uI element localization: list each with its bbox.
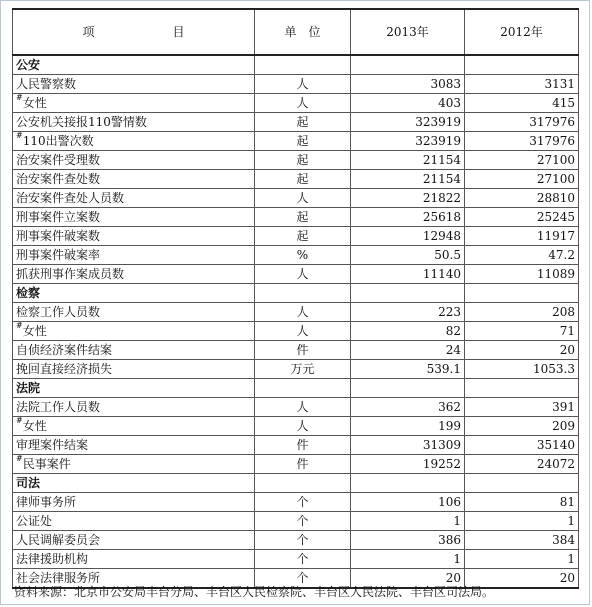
column-header-item-part1: 项 (82, 25, 95, 39)
value-2013-cell: 362 (351, 398, 465, 417)
row-label (13, 132, 255, 151)
unit-cell: 人 (255, 265, 351, 284)
value-2012-cell: 20 (465, 341, 579, 360)
table-row (13, 265, 579, 284)
row-label-text: 公证处 (16, 514, 53, 528)
value-2013-cell: 11140 (351, 265, 465, 284)
row-label (13, 436, 255, 455)
unit-cell: 个 (255, 531, 351, 550)
unit-cell: 件 (255, 341, 351, 360)
value-2012-cell: 1053.3 (465, 360, 579, 379)
table-row (13, 303, 579, 322)
table-row (13, 512, 579, 531)
value-2013-cell: 3083 (351, 75, 465, 94)
section-title: 司法 (13, 474, 255, 493)
row-label (13, 208, 255, 227)
value-2012-cell: 209 (465, 417, 579, 436)
section-empty-cell (465, 284, 579, 303)
unit-cell: 个 (255, 512, 351, 531)
unit-cell: 个 (255, 493, 351, 512)
table-row (13, 132, 579, 151)
row-label-text: 民事案件 (22, 457, 71, 471)
table-row (13, 398, 579, 417)
value-2012-cell: 47.2 (465, 246, 579, 265)
row-label (13, 493, 255, 512)
value-2013-cell: 223 (351, 303, 465, 322)
table-row (13, 341, 579, 360)
value-2012-cell: 317976 (465, 113, 579, 132)
unit-cell: 起 (255, 132, 351, 151)
table-row (13, 227, 579, 246)
column-header-item-part2: 目 (172, 25, 185, 39)
row-label (13, 341, 255, 360)
row-label-text: 人民调解委员会 (16, 533, 101, 547)
table-row (13, 360, 579, 379)
section-empty-cell (255, 379, 351, 398)
section-row (13, 284, 579, 303)
row-label (13, 303, 255, 322)
row-label-text: 审理案件结案 (16, 438, 89, 452)
value-2012-cell: 71 (465, 322, 579, 341)
subitem-marker: # (16, 454, 23, 463)
subitem-marker: # (16, 93, 23, 102)
value-2013-cell: 386 (351, 531, 465, 550)
row-label (13, 322, 255, 341)
value-2013-cell: 403 (351, 94, 465, 113)
unit-cell: 个 (255, 569, 351, 589)
row-label (13, 151, 255, 170)
unit-cell: 人 (255, 398, 351, 417)
section-title: 法院 (13, 379, 255, 398)
row-label-text: 律师事务所 (16, 495, 77, 509)
row-label (13, 246, 255, 265)
row-label (13, 550, 255, 569)
section-title: 检察 (13, 284, 255, 303)
unit-cell: 人 (255, 75, 351, 94)
row-label-text: 检察工作人员数 (16, 305, 101, 319)
value-2012-cell: 24072 (465, 455, 579, 474)
column-header-item (13, 9, 255, 55)
section-title: 公安 (13, 55, 255, 75)
value-2012-cell: 208 (465, 303, 579, 322)
unit-cell: 个 (255, 550, 351, 569)
value-2012-cell: 415 (465, 94, 579, 113)
row-label-text: 刑事案件破案率 (16, 248, 101, 262)
section-row (13, 379, 579, 398)
row-label-text: 治安案件受理数 (16, 153, 101, 167)
section-empty-cell (351, 55, 465, 75)
table-row (13, 75, 579, 94)
row-label (13, 398, 255, 417)
unit-cell: 件 (255, 455, 351, 474)
table-row (13, 417, 579, 436)
row-label-text: 女性 (22, 324, 47, 338)
row-label-text: 刑事案件立案数 (16, 210, 101, 224)
section-empty-cell (351, 284, 465, 303)
table-row (13, 322, 579, 341)
row-label-text: 法律援助机构 (16, 552, 89, 566)
unit-cell: 起 (255, 113, 351, 132)
value-2013-cell: 21154 (351, 151, 465, 170)
row-label-text: 法院工作人员数 (16, 400, 101, 414)
subitem-marker: # (16, 416, 23, 425)
table-row (13, 151, 579, 170)
value-2013-cell: 1 (351, 512, 465, 531)
value-2012-cell: 27100 (465, 151, 579, 170)
unit-cell: 人 (255, 189, 351, 208)
value-2013-cell: 50.5 (351, 246, 465, 265)
table-row (13, 531, 579, 550)
row-label-text: 社会法律服务所 (16, 571, 101, 585)
row-label-text: 挽回直接经济损失 (16, 362, 113, 376)
value-2012-cell: 28810 (465, 189, 579, 208)
row-label (13, 512, 255, 531)
row-label-text: 治安案件查处数 (16, 172, 101, 186)
unit-cell: % (255, 246, 351, 265)
value-2013-cell: 21822 (351, 189, 465, 208)
column-header-2013: 2013年 (351, 9, 465, 55)
table-row (13, 189, 579, 208)
value-2013-cell: 12948 (351, 227, 465, 246)
value-2012-cell: 384 (465, 531, 579, 550)
value-2013-cell: 24 (351, 341, 465, 360)
column-header-unit: 单 位 (255, 9, 351, 55)
value-2013-cell: 539.1 (351, 360, 465, 379)
row-label (13, 531, 255, 550)
row-label-text: 治安案件查处人员数 (16, 191, 125, 205)
table-row (13, 113, 579, 132)
table-row (13, 436, 579, 455)
row-label (13, 170, 255, 189)
value-2013-cell: 82 (351, 322, 465, 341)
row-label (13, 265, 255, 284)
row-label-text: 110出警次数 (22, 134, 94, 148)
value-2013-cell: 323919 (351, 132, 465, 151)
subitem-marker: # (16, 131, 23, 140)
row-label (13, 113, 255, 132)
unit-cell: 人 (255, 303, 351, 322)
value-2013-cell: 19252 (351, 455, 465, 474)
table-row (13, 170, 579, 189)
value-2012-cell: 11917 (465, 227, 579, 246)
section-empty-cell (351, 379, 465, 398)
column-header-2012: 2012年 (465, 9, 579, 55)
table-row (13, 493, 579, 512)
row-label-text: 抓获刑事作案成员数 (16, 267, 125, 281)
row-label (13, 189, 255, 208)
unit-cell: 起 (255, 208, 351, 227)
section-row (13, 474, 579, 493)
value-2013-cell: 323919 (351, 113, 465, 132)
unit-cell: 起 (255, 170, 351, 189)
table-row (13, 246, 579, 265)
unit-cell: 人 (255, 417, 351, 436)
value-2012-cell: 3131 (465, 75, 579, 94)
value-2013-cell: 1 (351, 550, 465, 569)
value-2012-cell: 317976 (465, 132, 579, 151)
value-2012-cell: 11089 (465, 265, 579, 284)
row-label-text: 人民警察数 (16, 77, 77, 91)
unit-cell: 起 (255, 227, 351, 246)
value-2012-cell: 35140 (465, 436, 579, 455)
table-header-row (13, 9, 579, 55)
row-label-text: 自侦经济案件结案 (16, 343, 113, 357)
table-row (13, 208, 579, 227)
row-label (13, 227, 255, 246)
section-empty-cell (465, 55, 579, 75)
section-empty-cell (255, 474, 351, 493)
row-label-text: 女性 (22, 419, 47, 433)
row-label (13, 455, 255, 474)
table-row (13, 550, 579, 569)
section-empty-cell (255, 284, 351, 303)
unit-cell: 起 (255, 151, 351, 170)
row-label (13, 94, 255, 113)
section-empty-cell (465, 379, 579, 398)
section-empty-cell (351, 474, 465, 493)
value-2012-cell: 1 (465, 512, 579, 531)
row-label (13, 417, 255, 436)
section-empty-cell (255, 55, 351, 75)
unit-cell: 万元 (255, 360, 351, 379)
value-2013-cell: 21154 (351, 170, 465, 189)
section-row (13, 55, 579, 75)
unit-cell: 人 (255, 94, 351, 113)
unit-cell: 人 (255, 322, 351, 341)
value-2012-cell: 1 (465, 550, 579, 569)
value-2012-cell: 20 (465, 569, 579, 589)
value-2012-cell: 391 (465, 398, 579, 417)
unit-cell: 件 (255, 436, 351, 455)
table-row (13, 94, 579, 113)
value-2012-cell: 25245 (465, 208, 579, 227)
value-2013-cell: 20 (351, 569, 465, 589)
row-label-text: 刑事案件破案数 (16, 229, 101, 243)
table-body (13, 55, 579, 588)
source-footnote: 资料来源：北京市公安局丰台分局、丰台区人民检察院、丰台区人民法院、丰台区司法局。 (14, 585, 495, 599)
row-label-text: 公安机关接报110警情数 (16, 115, 147, 129)
value-2013-cell: 199 (351, 417, 465, 436)
statistics-table (12, 8, 579, 589)
value-2013-cell: 25618 (351, 208, 465, 227)
row-label-text: 女性 (22, 96, 47, 110)
value-2012-cell: 81 (465, 493, 579, 512)
row-label (13, 75, 255, 94)
value-2013-cell: 31309 (351, 436, 465, 455)
section-empty-cell (465, 474, 579, 493)
table-row (13, 455, 579, 474)
row-label (13, 360, 255, 379)
value-2012-cell: 27100 (465, 170, 579, 189)
subitem-marker: # (16, 321, 23, 330)
value-2013-cell: 106 (351, 493, 465, 512)
